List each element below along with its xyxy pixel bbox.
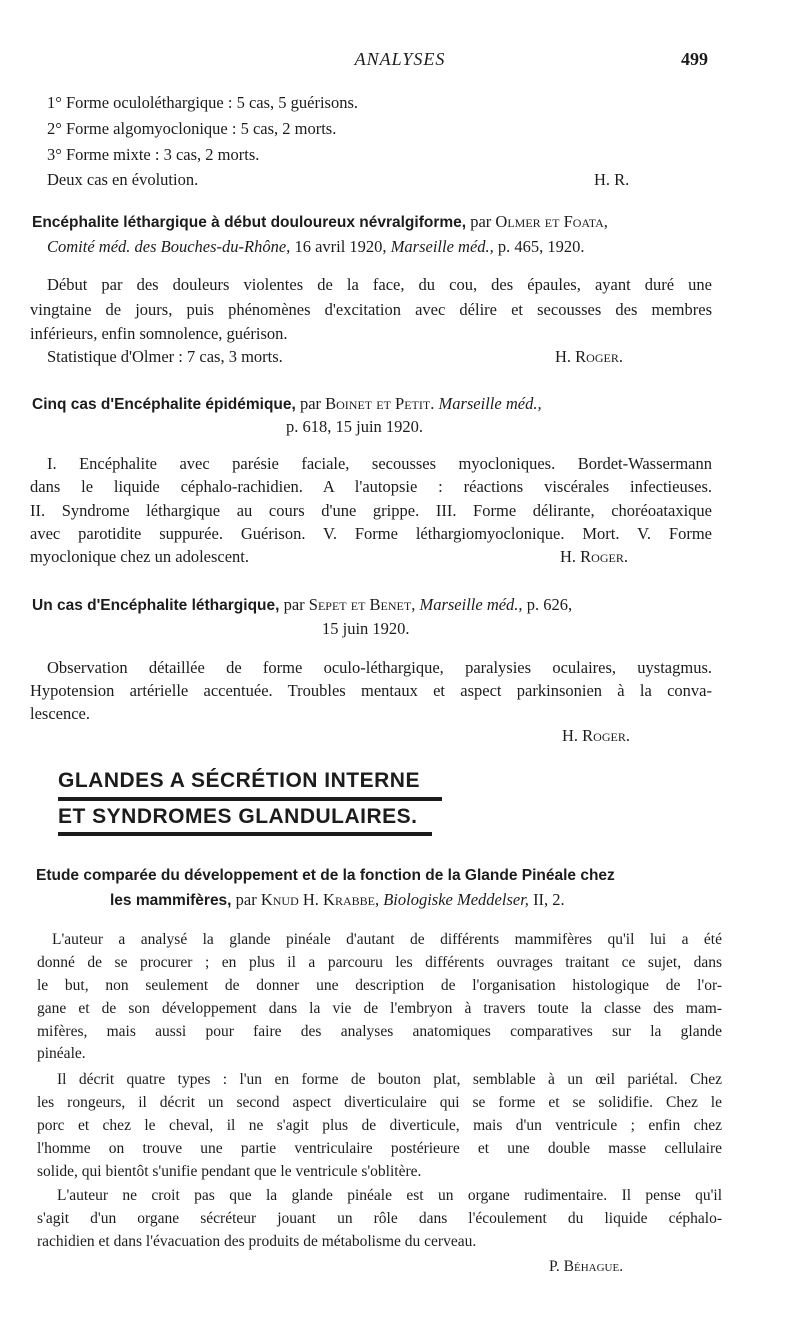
signature: H. Roger. <box>562 726 630 745</box>
citation-ref: II, 2. <box>533 890 565 909</box>
paragraph-line: les rongeurs, il décrit un second aspect diverticulaire qui se forme et se solidifie. Chez le <box>37 1094 722 1111</box>
paragraph-line: vingtaine de jours, puis phénomènes d'excitation avec délire et secousses des membres <box>30 300 712 319</box>
article-title: Etude comparée du développement et de la fonction de la Glande Pinéale chez <box>36 867 615 884</box>
paragraph-line: Il décrit quatre types : l'un en forme de bouton plat, semblable à un œil pariétal. Chez <box>57 1071 722 1088</box>
list-item: 1° Forme oculoléthargique : 5 cas, 5 guérisons. <box>47 93 359 112</box>
paragraph-line: Statistique d'Olmer : 7 cas, 3 morts. <box>47 347 283 366</box>
page-number: 499 <box>681 49 708 69</box>
citation-ref: 15 juin 1920. <box>322 619 410 638</box>
article-authors: Knud H. Krabbe, <box>260 890 380 909</box>
section-heading-line-1: GLANDES A SÉCRÉTION INTERNE <box>58 769 420 792</box>
citation-journal: Biologiske Meddelser, <box>383 890 529 909</box>
paragraph-line: le but, non seulement de donner une description de l'organisation histologique de l'or- <box>37 977 722 994</box>
paragraph-line: pinéale. <box>37 1045 86 1062</box>
paragraph-line: l'homme on trouve une partie ventriculaire postérieure et une double masse cellulaire <box>37 1140 722 1157</box>
article-authors: Boinet et Petit. <box>325 394 435 413</box>
article-heading <box>110 888 565 913</box>
article-heading <box>32 210 608 235</box>
paragraph-line: dans le liquide céphalo-rachidien. A l'autopsie : réactions viscérales infectieuses. <box>30 477 712 496</box>
paragraph-line: s'agit d'un organe sécréteur jouant un rôle dans l'écoulement du liquide céphalo- <box>37 1210 722 1227</box>
article-by: par <box>299 394 322 413</box>
paragraph-line: avec parotidite suppurée. Guérison. V. Forme léthargiomyoclonique. Mort. V. Forme <box>30 524 712 543</box>
citation-journal: Marseille méd., <box>438 394 542 413</box>
article-by: par <box>470 212 492 231</box>
article-title: Encéphalite léthargique à début douloureux névralgiforme, <box>32 214 467 231</box>
signature: P. Béhague. <box>549 1258 624 1275</box>
list-item: 2° Forme algomyoclonique : 5 cas, 2 morts. <box>47 119 337 138</box>
list-item: 3° Forme mixte : 3 cas, 2 morts. <box>47 145 260 164</box>
citation-journal: Comité méd. des Bouches-du-Rhône, <box>47 237 291 256</box>
paragraph-line: Hypotension artérielle accentuée. Troubles mentaux et aspect parkinsonien à la conva- <box>30 681 712 700</box>
signature: H. Roger. <box>555 347 623 366</box>
paragraph-line: mifères, mais aussi pour faire des analyses anatomiques comparatives sur la glande <box>37 1023 722 1040</box>
paragraph-line: Observation détaillée de forme oculo-léthargique, paralysies oculaires, uystagmus. <box>47 658 712 677</box>
article-title: Un cas d'Encéphalite léthargique, <box>32 597 280 614</box>
paragraph-line: II. Syndrome léthargique au cours d'une grippe. III. Forme délirante, choréoataxique <box>30 501 712 520</box>
paragraph-line: L'auteur a analysé la glande pinéale d'autant de différents mammifères qu'il lui a été <box>52 931 722 948</box>
article-heading <box>32 593 572 618</box>
article-authors: Olmer et Foata, <box>495 212 608 231</box>
article-authors: Sepet et Benet, <box>308 595 416 614</box>
paragraph-line: inférieurs, enfin somnolence, guérison. <box>30 324 288 343</box>
paragraph-line: gane et de son développement dans la vie de l'embryon à travers toute la classe des mam- <box>37 1000 722 1017</box>
citation-ref: p. 626, <box>526 595 573 614</box>
section-heading-line-2: ET SYNDROMES GLANDULAIRES. <box>58 805 418 828</box>
article-heading <box>32 392 542 417</box>
paragraph-line: myoclonique chez un adolescent. <box>30 547 250 566</box>
paragraph-line: L'auteur ne croit pas que la glande pinéale est un organe rudimentaire. Il pense qu'il <box>57 1187 722 1204</box>
section-rule <box>58 832 432 836</box>
paragraph-line: rachidien et dans l'évacuation des produits de métabolisme du cerveau. <box>37 1233 477 1250</box>
signature: H. R. <box>594 170 630 189</box>
signature: H. Roger. <box>560 547 628 566</box>
citation-ref: p. 618, 15 juin 1920. <box>286 417 424 436</box>
citation-date: 16 avril 1920, <box>294 237 387 256</box>
paragraph-line: Début par des douleurs violentes de la face, du cou, des épaules, ayant duré une <box>47 275 712 294</box>
section-rule <box>58 797 442 801</box>
citation-journal: Marseille méd., <box>419 595 523 614</box>
paragraph-line: solide, qui bientôt s'unifie pendant que le ventricule s'oblitère. <box>37 1163 422 1180</box>
article-by: par <box>235 890 257 909</box>
article-title-2: les mammifères, <box>110 892 232 909</box>
paragraph-line: I. Encéphalite avec parésie faciale, secousses myocloniques. Bordet-Wassermann <box>47 454 712 473</box>
article-citation <box>47 235 585 259</box>
running-header-title: ANALYSES <box>354 49 446 69</box>
citation-journal-2: Marseille méd., <box>390 237 494 256</box>
list-item: Deux cas en évolution. <box>47 170 199 189</box>
citation-ref: p. 465, 1920. <box>497 237 585 256</box>
paragraph-line: lescence. <box>30 704 90 723</box>
paragraph-line: porc et chez le cheval, il ne s'agit plus de diverticule, mais d'un ventricule ; enfin chez <box>37 1117 722 1134</box>
article-by: par <box>283 595 305 614</box>
article-title: Cinq cas d'Encéphalite épidémique, <box>32 396 296 413</box>
paragraph-line: donné de se procurer ; en plus il a parcouru les différents ouvrages traitant ce sujet, dans <box>37 954 722 971</box>
